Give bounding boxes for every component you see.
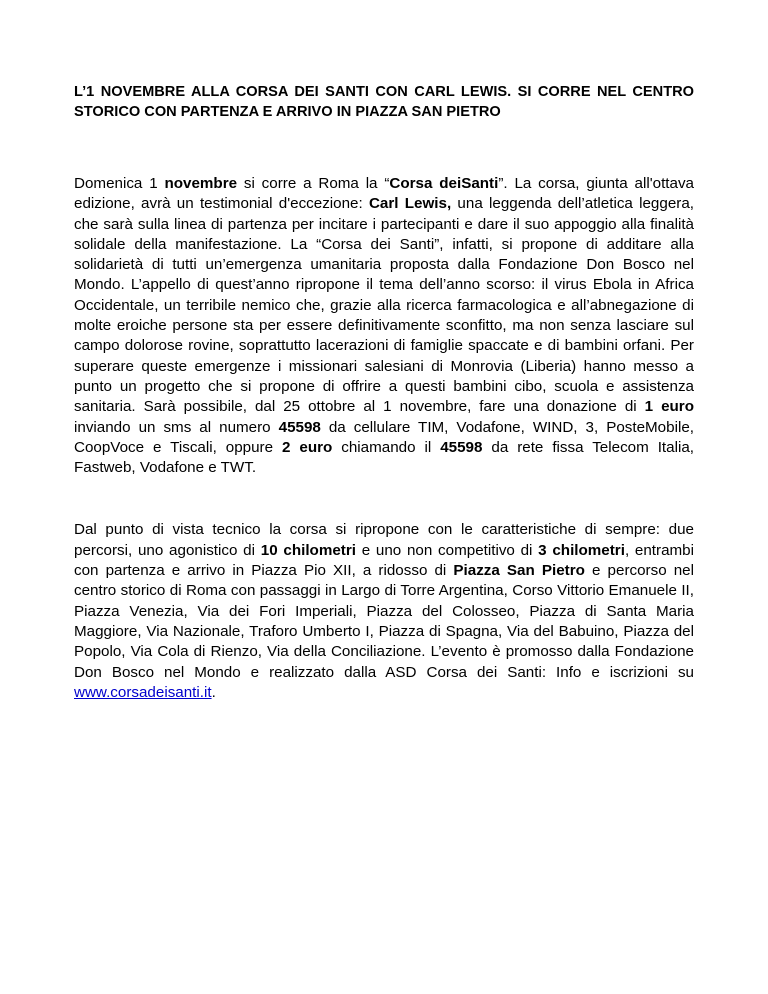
text-run: chiamando il <box>332 438 441 456</box>
website-link[interactable]: www.corsadeisanti.it <box>74 683 212 701</box>
text-run: si corre a Roma la “ <box>237 175 390 192</box>
bold-run: Carl Lewis, <box>368 195 452 213</box>
bold-run: 10 chilometri <box>260 541 356 559</box>
bold-run: novembre <box>164 175 238 192</box>
text-run: . <box>211 683 216 701</box>
text-run: inviando un sms al numero <box>74 418 279 436</box>
text-run: , entrambi con partenza e arrivo in Piazza Pio XII, a ridosso di <box>74 541 694 580</box>
bold-run: 2 euro <box>282 438 333 456</box>
text-run: Domenica 1 <box>74 175 165 192</box>
article-title: L’1 NOVEMBRE ALLA CORSA DEI SANTI CON CARL LEWIS. SI CORRE NEL CENTRO STORICO CON PARTENZA E ARRIVO IN PIAZZA SAN PIETRO <box>74 84 694 120</box>
bold-run: 1 euro <box>644 398 694 416</box>
bold-run: Corsa deiSanti <box>389 175 499 192</box>
text-run: e percorso nel centro storico di Roma con passaggi in Largo di Torre Argentina, Corso Vittorio Emanuele II, Piazza Venezia, Via dei Fori Imperiali, Piazza del Colosseo, Piazza di Santa Maria Maggiore, Via Nazionale, Traforo Umberto I, Piazza di Spagna, Via del Babuino, Piazza del Popolo, Via Cola di Rienzo, Via della Conciliazione. L’evento è promosso dalla Fondazione Don Bosco nel Mondo e realizzato dalla ASD Corsa dei Santi: Info e iscrizioni su <box>74 562 694 681</box>
bold-run: 45598 <box>278 418 321 436</box>
bold-run: Piazza San Pietro <box>453 562 585 580</box>
text-run: da cellulare TIM, Vodafone, WIND, 3, PosteMobile, CoopVoce e Tiscali, oppure <box>74 418 694 456</box>
text-run: Dal punto di vista tecnico la corsa si ripropone con le caratteristiche di sempre: due percorsi, uno agonistico di <box>74 521 694 559</box>
text-run: una leggenda dell’atletica leggera, che sarà sulla linea di partenza per incitare i partecipanti e dare il suo appoggio alla finalità solidale della manifestazione. La “Corsa dei Santi”, infatti, si propone di additare alla solidarietà di tutti un’emergenza umanitaria proposta dalla Fondazione Don Bosco nel Mondo. L’appello di quest’anno ripropone il tema dell’anno scorso: il virus Ebola in Africa Occidentale, un terribile nemico che, grazie alla ricerca farmacologica e all’abnegazione di molte eroiche persone sta per essere definitivamente sconfitto, ma non senza lasciare sul campo dolorose rovine, soprattutto lacerazioni di famiglie spaccate e di bambini orfani. Per superare queste emergenze i missionari salesiani di Monrovia (Liberia) hanno messo a punto un progetto che si propone di offrire a questi bambini cibo, scuola e assistenza sanitaria. Sarà possibile, dal 25 ottobre al 1 novembre, fare una donazione di <box>74 195 694 416</box>
document-page <box>74 82 694 703</box>
paragraph-technical <box>74 520 694 703</box>
bold-run: 45598 <box>440 438 483 456</box>
paragraph-intro <box>74 174 694 478</box>
text-run: da rete fissa Telecom Italia, Fastweb, Vodafone e TWT. <box>74 438 695 477</box>
text-run: e uno non competitivo di <box>355 541 539 559</box>
text-run: ”. La corsa, giunta all'ottava edizione, avrà un testimonial d'eccezione: <box>74 175 694 213</box>
bold-run: 3 chilometri <box>538 541 625 559</box>
